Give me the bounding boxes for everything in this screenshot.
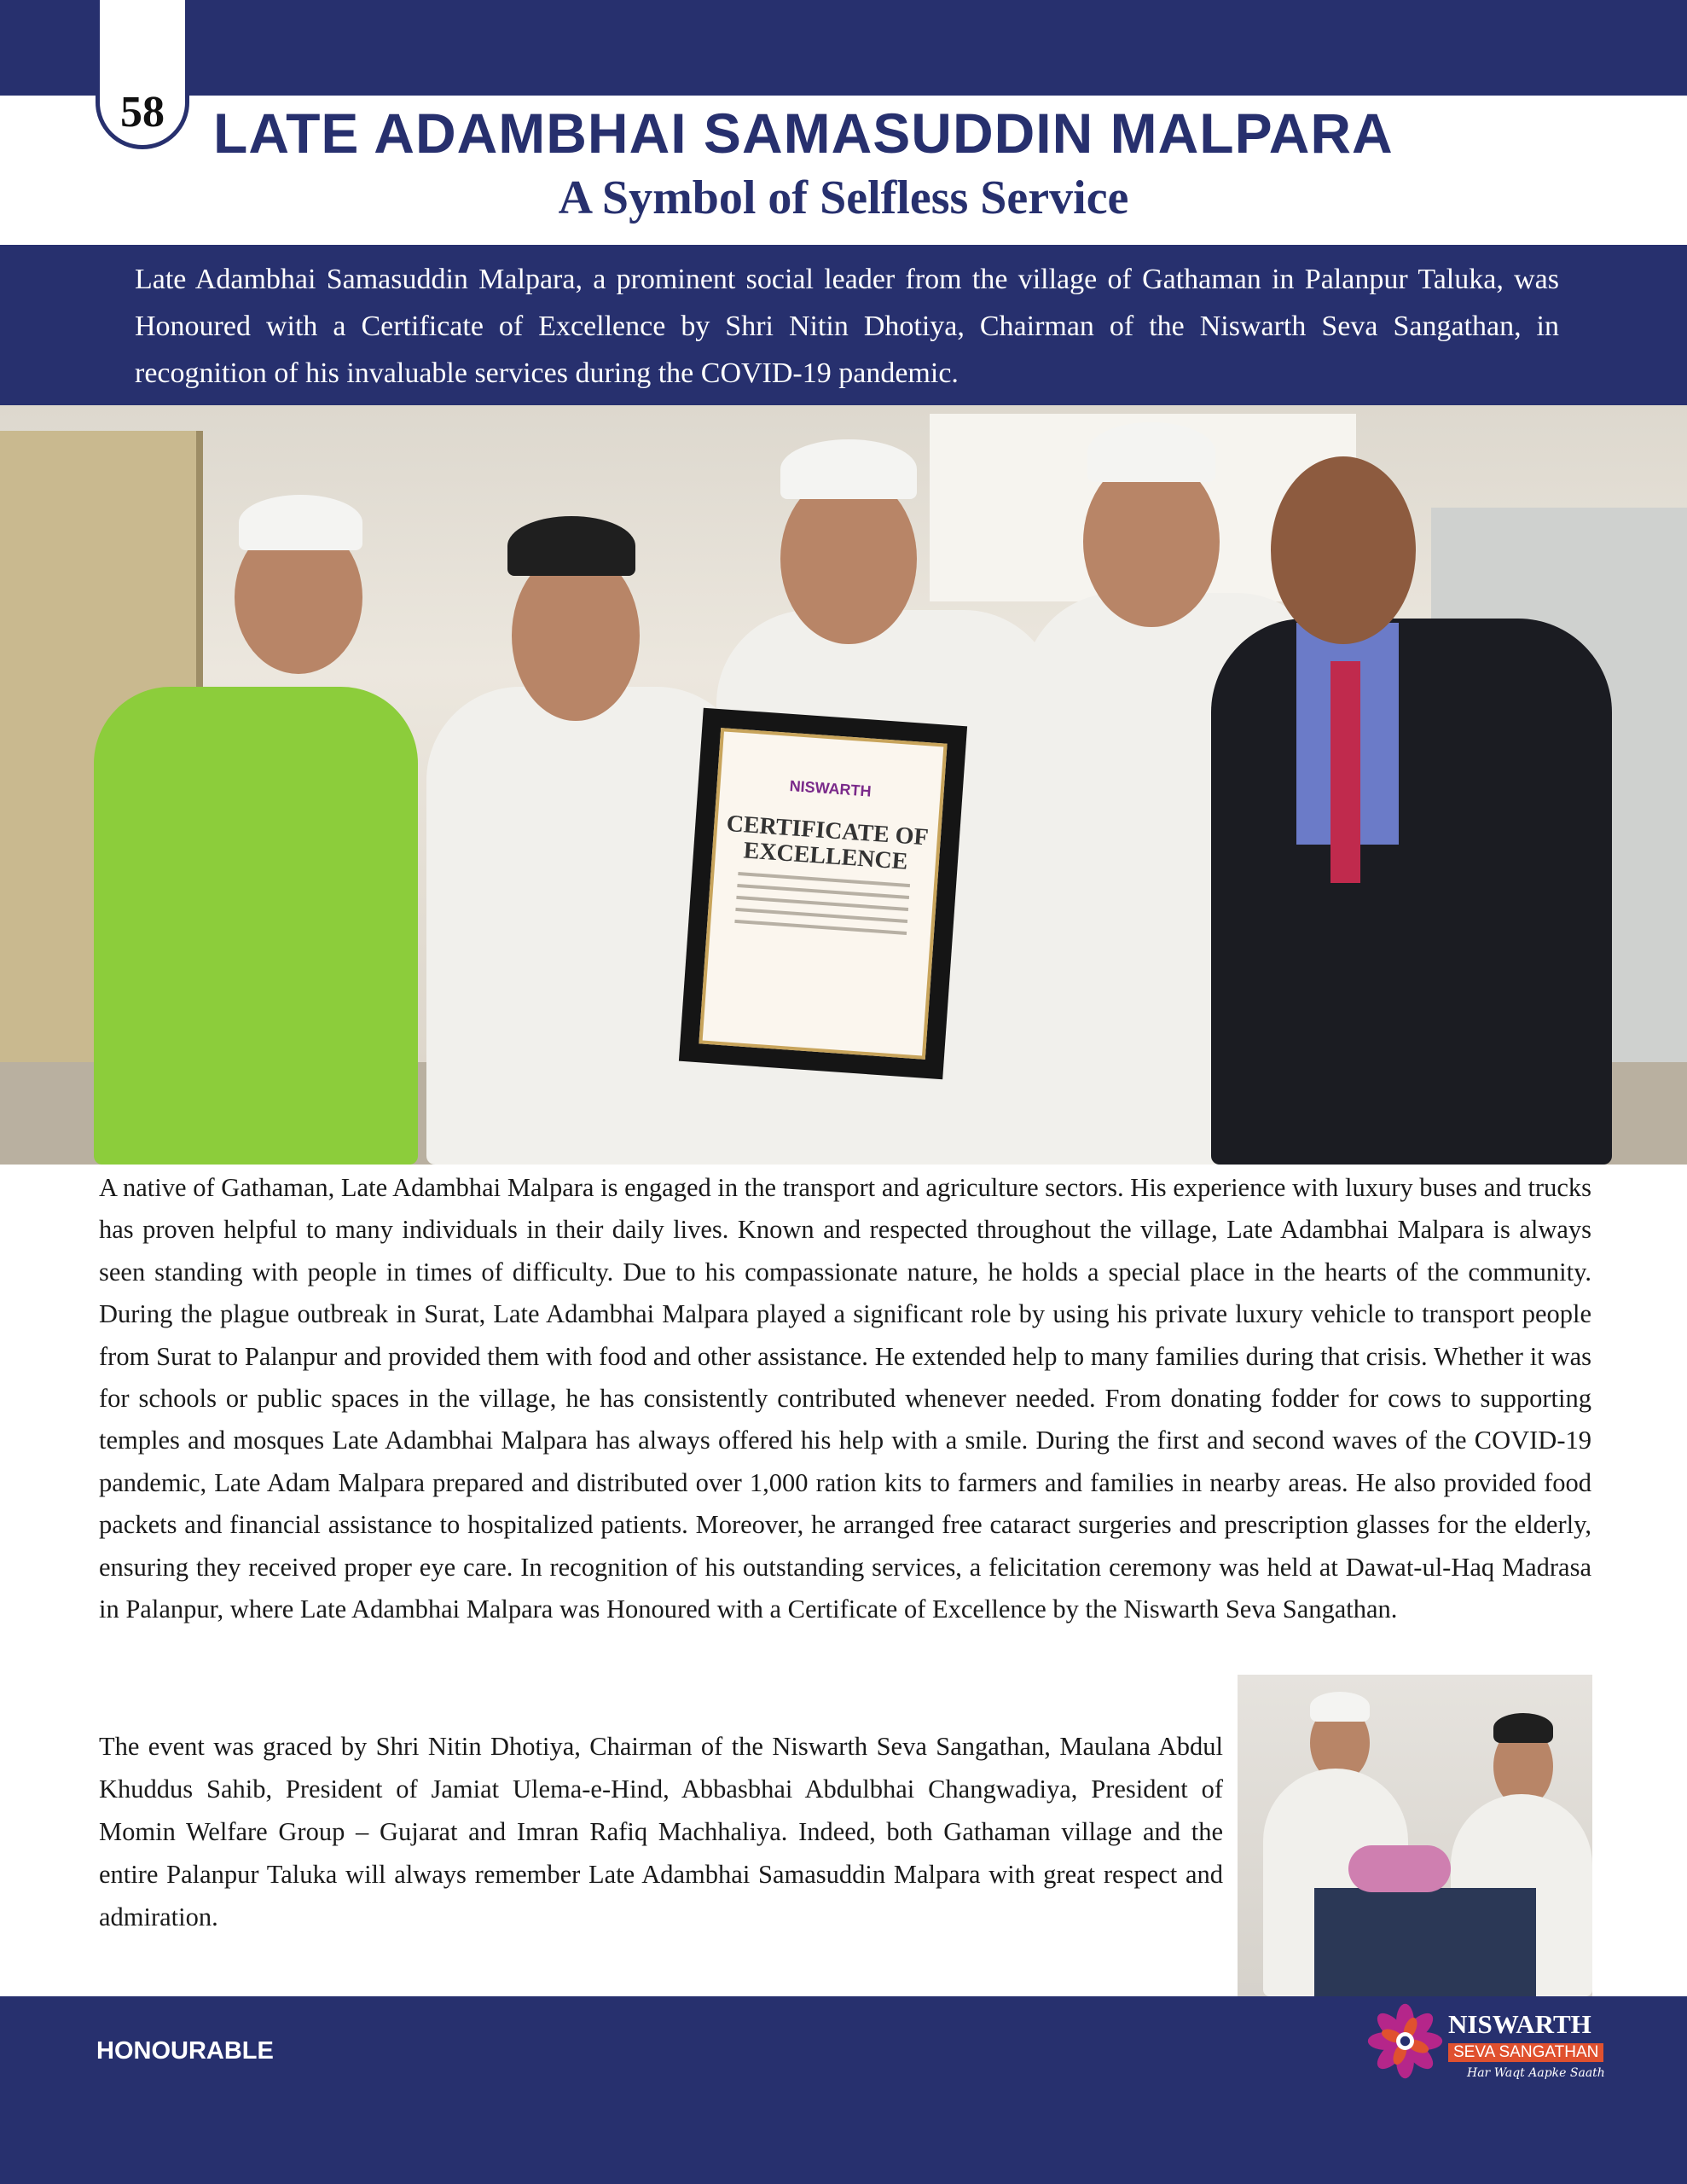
logo-subtitle: SEVA SANGATHAN (1448, 2043, 1603, 2062)
article-paragraph-1: A native of Gathaman, Late Adambhai Malpara is engaged in the transport and agriculture sectors. His experience with luxury buses and trucks has proven helpful to many individuals in their daily lives. Known and respected throughout the village, Late Adambhai Malpara is always seen standing with people in times of difficulty. Due to his compassionate nature, he holds a special place in the hearts of the community. During the plague outbreak in Surat, Late Adambhai Malpara played a significant role by using his private luxury vehicle to transport people from Surat to Palanpur and provided them with food and other assistance. He extended help to many families during that crisis. Whether it was for schools or public spaces in the village, he has consistently contributed whenever needed. From donating fodder for cows to supporting temples and mosques Late Adambhai Malpara has always offered his help with a smile. During the first and second waves of the COVID-19 pandemic, Late Adam Malpara prepared and distributed over 1,000 ration kits to farmers and families in nearby areas. He also provided food packets and financial assistance to hospitalized patients. Moreover, he arranged free cataract surgeries and prescription glasses for the elderly, ensuring they received proper eye care. In recognition of his outstanding services, a felicitation ceremony was held at Dawat-ul-Haq Madrasa in Palanpur, where Late Adambhai Malpara was Honoured with a Certificate of Excellence by the Niswarth Seva Sangathan. (99, 1173, 1591, 1624)
page-number: 58 (120, 88, 165, 136)
felicitation-photo (1238, 1675, 1592, 1996)
ceremony-photo (0, 405, 1687, 1165)
article-paragraph-2: The event was graced by Shri Nitin Dhotiya, Chairman of the Niswarth Seva Sangathan, Maulana Abdul Khuddus Sahib, President of Jamiat Ulema-e-Hind, Abbasbhai Abdulbhai Changwadiya, President of Momin Welfare Group – Gujarat and Imran Rafiq Machhaliya. Indeed, both Gathaman village and the entire Palanpur Taluka will always remember Late Adambhai Samasuddin Malpara with great respect and admiration. (99, 1732, 1223, 1931)
intro-banner (0, 245, 1687, 405)
page-subtitle: A Symbol of Selfless Service (558, 171, 1129, 224)
certificate-org: NISWARTH (789, 776, 872, 800)
page-title: LATE ADAMBHAI SAMASUDDIN MALPARA (213, 102, 1394, 165)
logo-tagline: Har Waqt Aapke Saath (1467, 2066, 1605, 2080)
section-label: HONOURABLE (96, 2037, 274, 2065)
niswarth-logo (1365, 2001, 1605, 2086)
certificate-heading: CERTIFICATE OF EXCELLENCE (725, 810, 930, 875)
logo-name: NISWARTH (1448, 2009, 1591, 2039)
lotus-icon (1365, 2001, 1446, 2082)
certificate (699, 728, 947, 1060)
top-banner (0, 0, 1687, 96)
certificate-frame (679, 708, 967, 1080)
intro-text: Late Adambhai Samasuddin Malpara, a prominent social leader from the village of Gathaman in Palanpur Taluka, was Honoured with a Certificate of Excellence by Shri Nitin Dhotiya, Chairman of the Niswarth Seva Sangathan, in recognition of his invaluable services during the COVID-19 pandemic. (135, 264, 1559, 389)
